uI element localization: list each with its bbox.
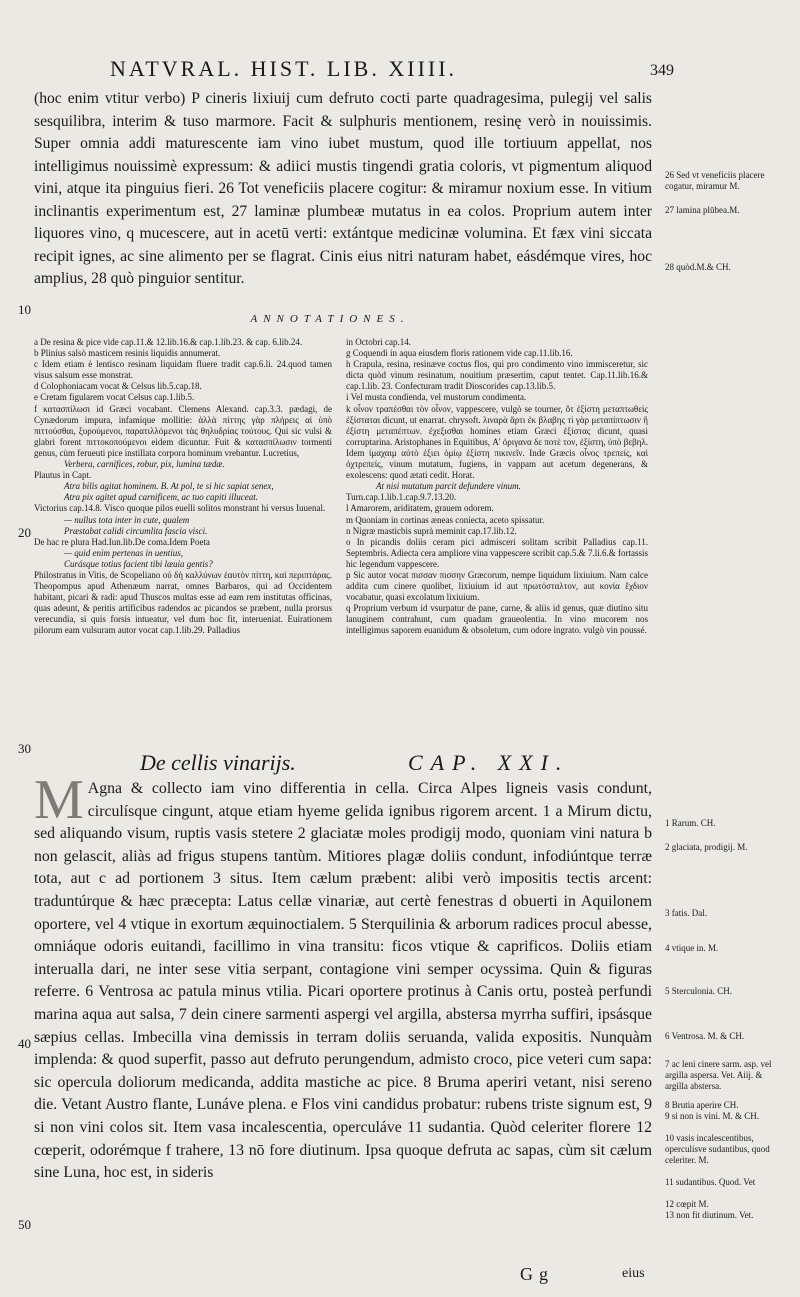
annotation: h Crapula, resina, resinæve coctus flos, qui pro condimento vino immisceretur, sic dicta quòd vinum resinatum, nouitium præsertim, caput tentet. Cap.11.lib.16.& cap.1.lib. 23. Confecturam tradit Dioscorides cap.13.lib.5. (346, 359, 648, 392)
running-title: NATVRAL. HIST. LIB. XIIII. (110, 56, 458, 81)
annotation: n Nigræ masticbis suprà meminit cap.17.lib.12. (346, 525, 517, 536)
verse: Atra bilis agitat hominem. B. At pol, te si hic sapiat senex, (64, 481, 274, 492)
annotations-heading: ANNOTATIONES. (250, 313, 410, 325)
side-note: 8 Brutia aperire CH. (665, 1100, 739, 1110)
line-number: 40 (18, 1036, 31, 1051)
annotation: o In picandis doliis ceram pici admisceri solitam scribit Palladius cap.11. Septembris. Adiecta cera ampliore vina vappescere scribit cap.5.& 7.li.6.& fortassis hic legendum vappescere. (346, 536, 648, 569)
drop-cap: M (34, 769, 84, 831)
side-note: 6 Ventrosa. M. & CH. (665, 1031, 745, 1041)
side-note: 9 si non is vini. M. & CH. (665, 1111, 760, 1121)
verse: At nisi mutatum parcit defundere vinum. (376, 481, 521, 492)
side-note: 7 ac leni cinere sarm. asp. vel argilla aspersa. Vet. Aiij. & argilla abstersa. (665, 1059, 772, 1091)
main-paragraph: Agna & collecto iam vino differentia in cella. Circa Alpes ligneis vasis condunt, circulísque cingunt, atque etiam hyeme gelida ignibus rigorem arcent. 1 a Mirum dictu, sed aliquando visum, ruptis vasis stetere 2 glaciatæ moles prodigij modo, quoniam vini natura b non gelascit, aliàs ad frigus stupens tantùm. Mitiores plagæ doliis condunt, infodiúntque terræ tota, aut c ad portionem 3 situs. Item cælum præbent: alibi verò impositis tectis arcent: traduntúrque & hæc præcepta: Latus cellæ vinariæ, aut certè fenestras d obuerti in Aquilonem oportere, vel 4 vtique in exortum æquinoctialem. 5 Sterquilinia & arborum radices procul abesse, omniáque odoris euitandi, facillimo in vina transitu: ficos vtique & caprificos. Doliis etiam interualla dari, ne inter sese vitia serpant, contagione vini semper ocyssima. Quin & figuras referre. 6 Ventrosa ac patula minus vtilia. Picari oportere protinus à Canis ortu, posteà perfundi marina aqua aut salsa, 7 dein cinere sarmenti aspergi vel argilla, abstersa myrrha suffiri, ipsásque sæpius cellas. Imbecilla vina demissis in terram doliis seruanda, valida expositis. Nunquàm implenda: & quod superfit, passo aut defruto perungendum, admisto croco, pice veteri cum sapa: sic opercula doliorum medicanda, addita mastiche ac pice. 8 Bruma aperiri vetant, nisi sereno die. Vetant Austro flante, Lunáve plena. e Flos vini candidus probatur: rubens triste signum est, 9 si non vini colos sit. Item vasa incalescentia, operculáve 11 sudantia. Quòd celeriter florere 12 cœperit, odorémque f trahere, 13 nō fore diutinum. Ipsa quoque defruta ac sapas, cùm sit cælum sine Luna, hoc est, in sideris (34, 780, 652, 1182)
side-note: 26 Sed vt veneficiis placere cogatur, miramur M. (665, 170, 765, 191)
annotation: a De resina & pice vide cap.11.& 12.lib.16.& cap.1.lib.23. & cap. 6.lib.24. (34, 337, 303, 347)
annotation: q Proprium verbum id vsurpatur de pane, carne, & aliis id genus, quæ diutino situ lanuginem contrahunt, cum quadam graueolentia. In vino mucorem nos intelligimus saporem euanidum & obsoletum, cum odore ingrato. vulgò vin poussé. (346, 603, 648, 636)
signature-mark: Gg (520, 1264, 554, 1284)
verse: Atra pix agitet apud carnificem, ac tuo capiti illuceat. (64, 492, 258, 503)
main-text-top (34, 88, 652, 291)
annotation: c Idem etiam è lentisco resinam liquidam fluere tradit cap.6.li. 24.quod tamen visus salsum esse monstrat. (34, 359, 332, 381)
side-note: 27 lamina plūbea.M. (665, 205, 740, 215)
annotation: i Vel musta condienda, vel mustorum condimenta. (346, 392, 527, 403)
chapter-title: De cellis vinarijs. (140, 750, 296, 775)
side-note: 12 cœpit M. (665, 1199, 709, 1209)
main-paragraph: (hoc enim vtitur verbo) P cineris lixiuij cum defruto cocti parte quadragesima, pulegij vel salis sesquilibra, interim & tuso marmore. Facit & sulphuris mentionem, resinę verò in nouissimis. Super omnia addi maturescente iam vino iubet mustum, quod ille tortiuum appellat, nos intelligimus nouissimè expressum: & adiici mustis tingendi gratia coloris, vt pigmentum aliquod vini, atque ita pinguius fieri. 26 Tot veneficiis placere cogitur: & miramur noxium esse. In vitium inclinantis experimentum est, 27 laminæ plumbeæ mutatus in ea colos. Proprium autem inter liquores vino, q mucescere, aut in acetū verti: extántque medicinæ volumina. Et fæx vini siccata recipit ignes, ac sine alimento per se flagrat. Cinis eius nitri naturam habet, eásdémque vires, hoc amplius, 28 quò pinguior sentitur. (34, 90, 652, 287)
side-note: 11 sudantibus. Quod. Vet (665, 1177, 756, 1187)
annotation: e Cretam figularem vocat Celsus cap.1.lib.5. (34, 392, 195, 403)
annotation: Victorius cap.14.8. Visco quoque pilos euelli solitos monstrant hi versus Iuuenal. (34, 503, 326, 514)
side-note: 4 vtique in. M. (665, 943, 719, 953)
running-header (110, 56, 674, 86)
side-note: 5 Sterculonia. CH. (665, 986, 732, 996)
line-number: 30 (18, 741, 31, 756)
annotations-right-column (346, 337, 648, 637)
annotation: Plautus in Capt. (34, 470, 92, 481)
verse: Curásque totius facient tibi læuia gentis? (64, 558, 213, 569)
line-number: 50 (18, 1217, 31, 1232)
verse: — nullus tota inter in cute, qualem (64, 514, 190, 525)
main-text-bottom (34, 769, 652, 1185)
side-note: 3 fatis. Dal. (665, 908, 707, 918)
chapter-number: CAP. XXI. (408, 750, 570, 775)
side-note: 13 non fit diutinum. Vet. (665, 1210, 754, 1220)
annotation: in Octobri cap.14. (346, 337, 411, 347)
annotation: k οἶνον τραπέσθαι τὸν οἶνον, vappescere, vulgò se tourner, ὄτ ἐξίστη μεταπτωθεὶς ἐξίσταται dicunt, ut enarrat. chrysoft. λιναρὰ ἄρτι ἐκ βλαβης τὶ γὰρ μεταπίπτωσιν ἢ ἐξίστη μεταπέπτων. ἐχεξισθαι homines etiam Græci ἐξίστας dicunt, quasi corruptarina. Aristophanes in Equitibus, Α' ὀριγανα δε ποτὲ τον, ἐξίστη, ὑπὸ βεβηλ. Idem ἰμαχαιμ αὐτὸ ἐξιει ὁμίῳ ἐξίστη πικινεῖν. Inde Græcis οἶνος τρεπείς, καὶ ὀχτρεπείς, vinum mutatum, fugiens, in vappam aut acetum degenerans, & exolescens: quod ætati cedit. Horat. (346, 403, 648, 481)
line-number: 20 (18, 525, 31, 540)
annotation: p Sic autor vocat πισσαν πισσην Græcorum, nempe liquidum lixiuium. Nam calce addita cum cinere quolibet, lixiuium id aut πρωτόσταλτον, aut κονία ἔχδιον vocabatur, quasi excolatum lixiuium. (346, 569, 648, 603)
annotations-left-column (34, 337, 332, 637)
annotation: Turn.cap.1.lib.1.cap.9.7.13.20. (346, 492, 457, 503)
annotation: g Coquendi in aqua eiusdem floris rationem vide cap.11.lib.16. (346, 348, 573, 359)
annotation: f κατασπίλωσι id Græci vocabant. Clemens Alexand. cap.3.3. pædagi, de Cynædorum impura, infamique mollitie: ἀλλὰ πίττης γὰρ πλήρεις αἱ ὑπὸ πιττούσθαι, ξυρούμενοι, παρατιλλόμενοι τὰς θηλυδρίας τούτους. Qui sic vulsi & glabri forent πιττοκοπούμενοι eidem dicuntur. Fuit & κατασπίλωσιν tormenti genus, cùm ferueuti pice instillata corpora hominum vrebantur. Lucretius, (34, 403, 332, 458)
page-number: 349 (650, 62, 674, 79)
verse: — quid enim pertenas in uentius, (64, 547, 183, 558)
annotation: l Amarorem, ariditatem, grauem odorem. (346, 503, 494, 514)
annotation: m Quoniam in cortinas æneas coniecta, aceto spissatur. (346, 514, 545, 525)
side-note: 2 glaciata, prodigij. M. (665, 842, 748, 852)
side-note: 28 quòd.M.& CH. (665, 262, 731, 272)
line-number: 10 (18, 302, 31, 317)
side-note: 10 vasis incalescentibus, operculísve sudantibus, quod celeriter. M. (665, 1133, 770, 1165)
side-note: 1 Rarum. CH. (665, 818, 716, 828)
verse: Verbera, carnifices, robur, pix, lumina tædæ. (64, 459, 225, 470)
annotation: d Colophoniacam vocat & Celsus lib.5.cap.18. (34, 381, 202, 392)
annotation: De hac re plura Had.Iun.lib.De coma.Idem Poeta (34, 536, 210, 547)
verse: Præstabat calidi circumlita fascia visci. (64, 525, 208, 536)
annotation: b Plinius salsò masticem resinis liquidis annumerat. (34, 348, 221, 359)
catchword: eius (622, 1266, 645, 1281)
annotation: Philostratus in Vitis, de Scopeliano οὐ δὴ καλλύνων ἑαυτὸν πίττη, καὶ περιπτάρας. Theopompus apud Athenæum narrat, omnes Barbaros, qui ad Occidentem habitant, picari & radi: apud Thuscos multas esse ad eam rem institutas officinas, quas adeunt, & peritis artificibus radendos ac picandos se præbent, nulla prorsus verecundia, si quis forsis intueatur, vel dum hoc fit, interueniat. Euirationem pilorum eam vulsuram autor vocat cap.1.lib.29. Palladius (34, 569, 332, 636)
